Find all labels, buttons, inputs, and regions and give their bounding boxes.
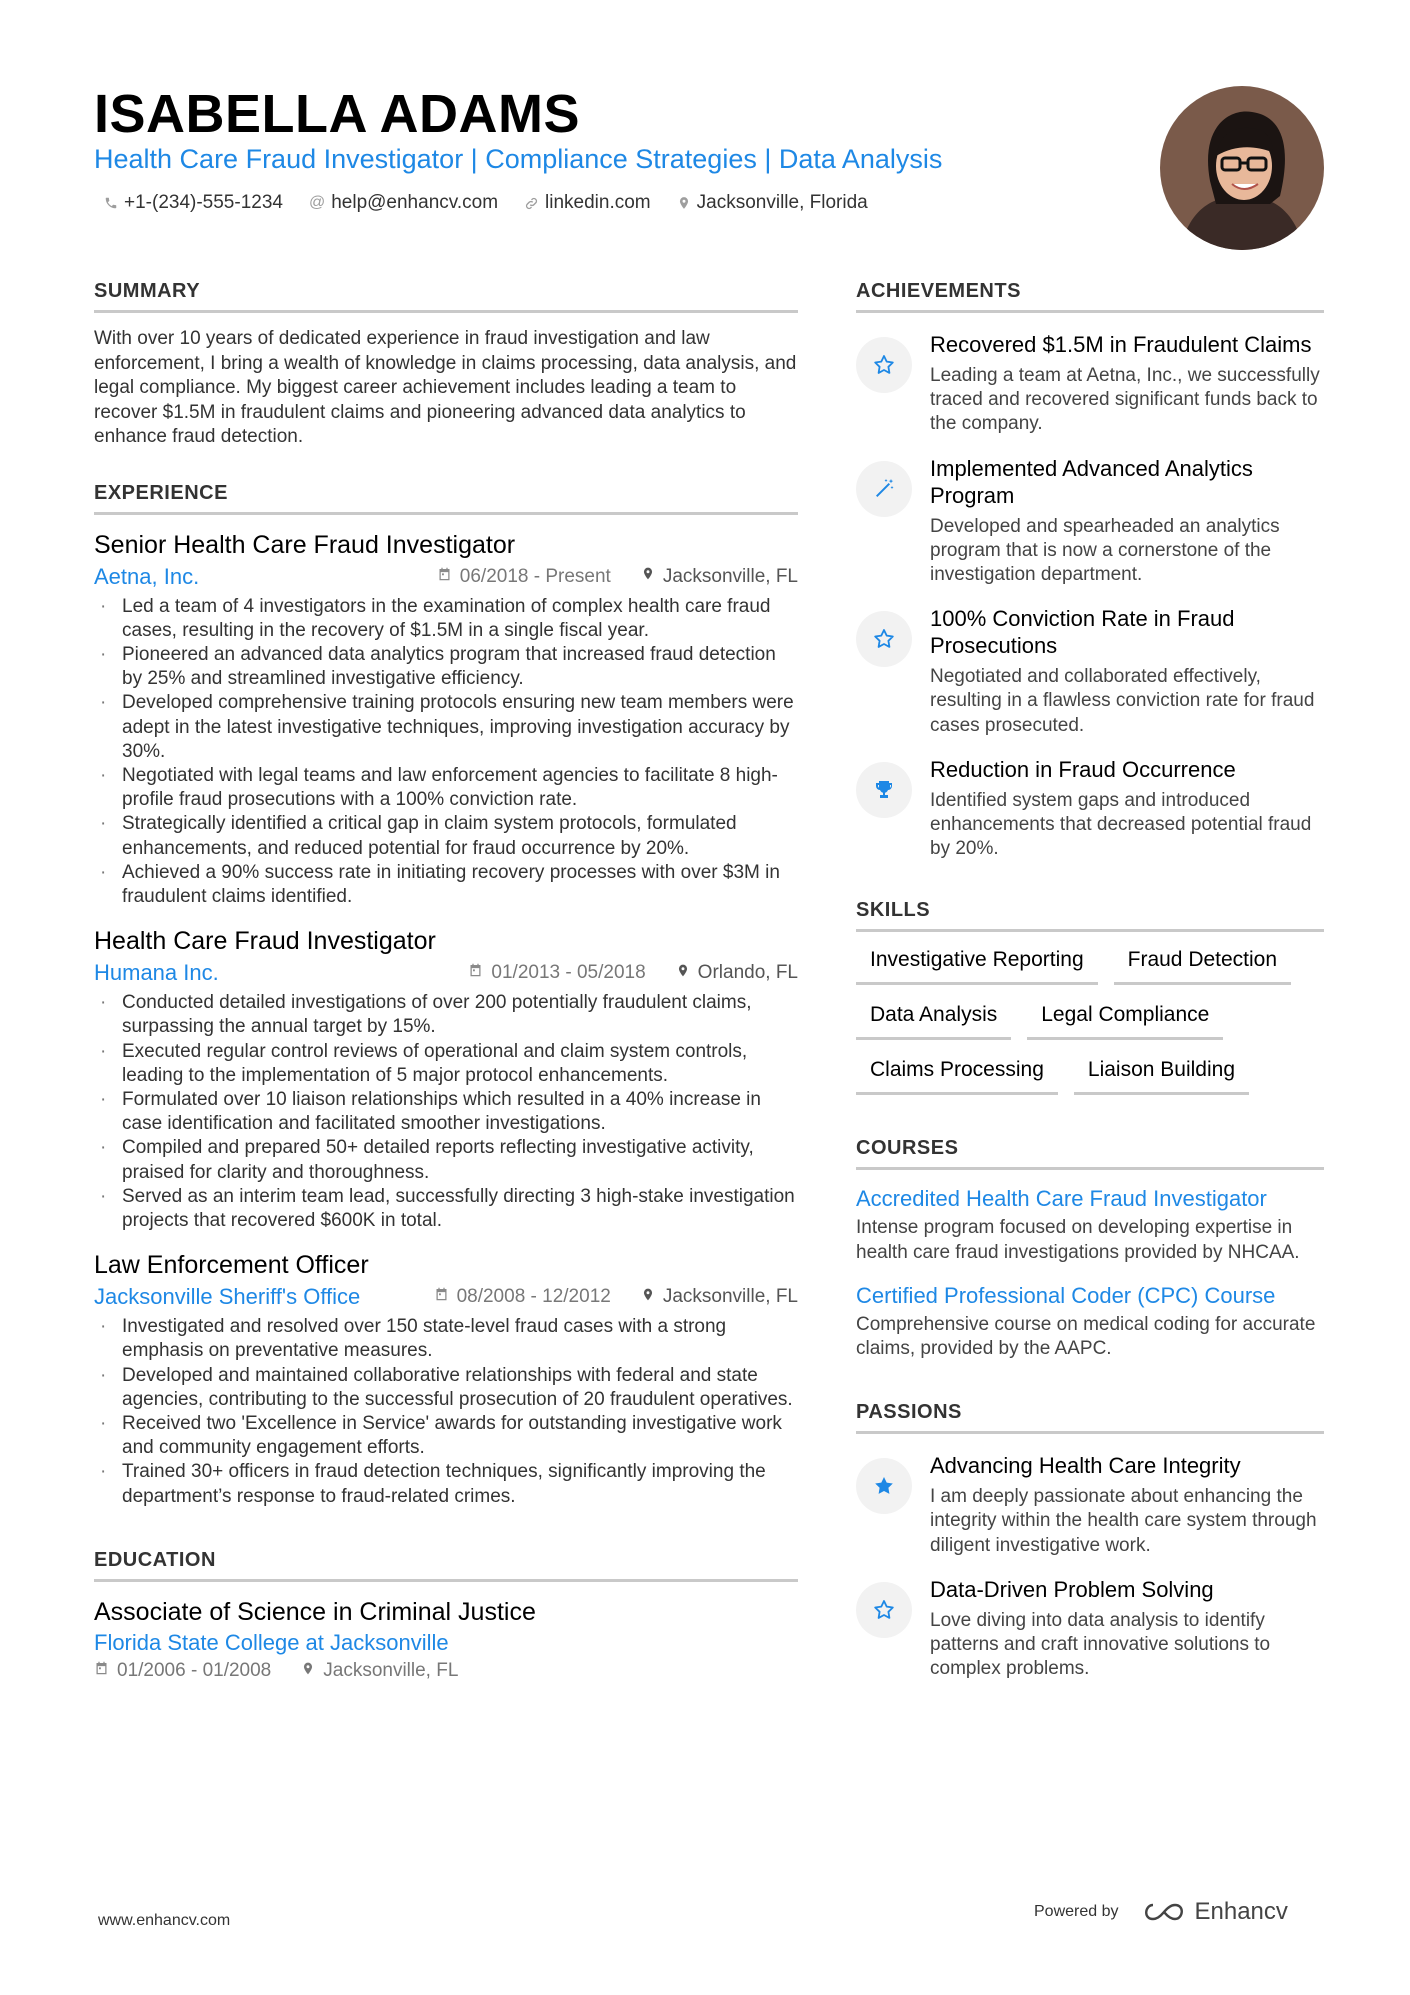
star-filled-icon xyxy=(856,1458,912,1514)
candidate-title: Health Care Fraud Investigator | Compliance Strategies | Data Analysis xyxy=(94,144,943,174)
skill-tag: Legal Compliance xyxy=(1027,1001,1223,1040)
achievement-desc: Identified system gaps and introduced enhancements that decreased potential fraud by 20%. xyxy=(930,789,1312,860)
contact-linkedin[interactable] xyxy=(524,190,651,216)
bullet-item: · Developed and maintained collaborative relationships with federal and state agencies, contributing to the successful prosecution of 20 fraudulent operatives. xyxy=(94,1364,798,1412)
bullet-item: · Compiled and prepared 50+ detailed reports reflecting investigative activity, praised for clarity and thoroughness. xyxy=(94,1136,798,1184)
bullet-item: · Led a team of 4 investigators in the examination of complex health care fraud cases, resulting in the recovery of $1.5M in a single fiscal year. xyxy=(94,595,798,643)
skill-tag: Investigative Reporting xyxy=(856,946,1098,985)
bullet-item: · Conducted detailed investigations of over 200 potentially fraudulent claims, surpassing the annual target by 15%. xyxy=(94,991,798,1039)
brand-name: Enhancv xyxy=(1194,1898,1288,1925)
achievement-desc: Leading a team at Aetna, Inc., we successfully traced and recovered significant funds back to the company. xyxy=(930,365,1320,435)
passion-desc: Love diving into data analysis to identify patterns and craft innovative solutions to complex problems. xyxy=(930,1609,1271,1680)
passion-title: Data-Driven Problem Solving xyxy=(930,1576,1214,1602)
passion-desc: I am deeply passionate about enhancing the integrity within the health care system through diligent investigative work. xyxy=(930,1486,1317,1556)
achievements-section xyxy=(856,278,1324,861)
bullet-item: · Achieved a 90% success rate in initiating recovery processes with over $3M in fraudulent claims identified. xyxy=(94,861,798,909)
bullet-item: · Developed comprehensive training protocols ensuring new team members were adept in the latest investigative techniques, improving investigation accuracy by 30%. xyxy=(94,691,798,764)
education-entry xyxy=(94,1596,798,1683)
job-dates: 01/2013 - 05/2018 xyxy=(491,962,646,984)
link-icon xyxy=(524,196,539,211)
avatar-photo xyxy=(1160,86,1324,250)
contact-email[interactable] xyxy=(309,190,498,216)
right-column xyxy=(856,278,1324,1681)
job-entry xyxy=(94,529,798,910)
achievement-desc: Developed and spearheaded an analytics program that is now a cornerstone of the investigation department. xyxy=(930,515,1280,586)
education-section xyxy=(94,1547,798,1683)
summary-text: With over 10 years of dedicated experience in fraud investigation and law enforcement, I bring a wealth of knowledge in claims processing, data analysis, and legal compliance. My biggest career achievement includes leading a team to recover $1.5M in fraudulent claims and pioneering advanced data analytics to enhance fraud detection. xyxy=(94,328,797,447)
skills-list xyxy=(856,946,1324,1095)
experience-heading: EXPERIENCE xyxy=(94,480,798,515)
job-meta xyxy=(94,562,798,592)
job-bullets xyxy=(94,595,798,910)
phone-text: +1-(234)-555-1234 xyxy=(124,192,283,213)
achievement-item xyxy=(856,605,1324,738)
footer-branding xyxy=(1034,1898,1288,1926)
bullet-item: · Formulated over 10 liaison relationships which resulted in a 40% increase in case identification and facilitated smoother investigations. xyxy=(94,1088,798,1136)
achievement-item xyxy=(856,331,1324,437)
bullet-item: · Executed regular control reviews of operational and claim system controls, leading to the implementation of 5 major protocol enhancements. xyxy=(94,1040,798,1088)
trophy-icon xyxy=(856,762,912,818)
location-text: Jacksonville, Florida xyxy=(696,192,868,213)
passion-item xyxy=(856,1576,1324,1682)
course-title: Certified Professional Coder (CPC) Course xyxy=(856,1282,1276,1308)
map-pin-icon xyxy=(641,565,655,588)
job-company: Humana Inc. xyxy=(94,960,219,986)
job-location: Jacksonville, FL xyxy=(662,565,798,587)
enhancv-logo-icon xyxy=(1141,1901,1187,1923)
calendar-icon xyxy=(468,962,483,984)
skill-tag: Claims Processing xyxy=(856,1056,1058,1095)
avatar xyxy=(1160,86,1324,250)
star-outline-icon xyxy=(856,611,912,667)
contact-location xyxy=(677,190,868,216)
achievement-title: Implemented Advanced Analytics Program xyxy=(930,455,1253,508)
degree-title: Associate of Science in Criminal Justice xyxy=(94,1597,536,1626)
job-location: Orlando, FL xyxy=(697,962,798,984)
job-title: Health Care Fraud Investigator xyxy=(94,927,436,956)
brand-logo[interactable] xyxy=(1141,1898,1288,1926)
phone-icon xyxy=(104,196,118,210)
linkedin-text[interactable]: linkedin.com xyxy=(545,192,651,213)
achievement-desc: Negotiated and collaborated effectively, resulting in a flawless conviction rate for fraud cases prosecuted. xyxy=(930,666,1315,736)
school-name: Florida State College at Jacksonville xyxy=(94,1629,449,1655)
education-location: Jacksonville, FL xyxy=(323,1660,459,1682)
candidate-name: ISABELLA ADAMS xyxy=(94,84,580,144)
course-item xyxy=(856,1184,1324,1264)
courses-heading: COURSES xyxy=(856,1135,1324,1170)
skill-tag: Fraud Detection xyxy=(1114,946,1291,985)
skills-section xyxy=(856,897,1324,1095)
map-pin-icon xyxy=(641,1286,655,1309)
magic-wand-icon xyxy=(856,461,912,517)
map-pin-icon xyxy=(676,962,690,985)
job-meta xyxy=(94,1282,798,1312)
map-pin-icon xyxy=(301,1660,315,1683)
course-desc: Intense program focused on developing expertise in health care fraud investigations provided by NHCAA. xyxy=(856,1217,1300,1263)
job-title: Law Enforcement Officer xyxy=(94,1251,369,1280)
education-dates: 01/2006 - 01/2008 xyxy=(117,1660,272,1682)
job-entry xyxy=(94,925,798,1233)
bullet-item: · Received two 'Excellence in Service' awards for outstanding investigative work and community engagement efforts. xyxy=(94,1412,798,1460)
course-title: Accredited Health Care Fraud Investigator xyxy=(856,1186,1267,1212)
achievement-item xyxy=(856,756,1324,862)
experience-section xyxy=(94,480,798,1509)
passion-title: Advancing Health Care Integrity xyxy=(930,1453,1241,1479)
skill-tag: Data Analysis xyxy=(856,1001,1011,1040)
job-bullets xyxy=(94,1315,798,1509)
bullet-item: · Trained 30+ officers in fraud detection techniques, significantly improving the department’s response to fraud-related crimes. xyxy=(94,1460,798,1508)
calendar-icon xyxy=(434,1286,449,1308)
skill-tag: Liaison Building xyxy=(1074,1056,1249,1095)
job-bullets xyxy=(94,991,798,1233)
star-outline-icon xyxy=(856,1582,912,1638)
at-icon: @ xyxy=(308,194,326,211)
summary-section xyxy=(94,278,798,450)
bullet-item: · Investigated and resolved over 150 state-level fraud cases with a strong emphasis on preventative measures. xyxy=(94,1315,798,1363)
contact-bar xyxy=(104,190,868,216)
achievement-title: 100% Conviction Rate in Fraud Prosecutions xyxy=(930,606,1235,659)
education-heading: EDUCATION xyxy=(94,1547,798,1582)
passions-section xyxy=(856,1399,1324,1681)
bullet-item: · Served as an interim team lead, successfully directing 3 high-stake investigation projects that recovered $600K in total. xyxy=(94,1185,798,1233)
powered-by-text: Powered by xyxy=(1034,1903,1119,1920)
job-meta xyxy=(94,958,798,988)
course-item xyxy=(856,1281,1324,1361)
calendar-icon xyxy=(94,1660,109,1682)
contact-phone xyxy=(104,190,283,216)
job-company: Jacksonville Sheriff's Office xyxy=(94,1284,361,1310)
bullet-item: · Strategically identified a critical gap in claim system protocols, formulated enhancements, and reduced potential for fraud occurrence by 20%. xyxy=(94,812,798,860)
bullet-item: · Negotiated with legal teams and law enforcement agencies to facilitate 8 high-profile fraud prosecutions with a 100% conviction rate. xyxy=(94,764,798,812)
bullet-item: · Pioneered an advanced data analytics program that increased fraud detection by 25% and streamlined investigative efficiency. xyxy=(94,643,798,691)
course-desc: Comprehensive course on medical coding for accurate claims, provided by the AAPC. xyxy=(856,1313,1316,1360)
achievement-title: Recovered $1.5M in Fraudulent Claims xyxy=(930,332,1312,357)
job-entry xyxy=(94,1249,798,1509)
job-dates: 06/2018 - Present xyxy=(459,565,611,587)
achievement-item xyxy=(856,455,1324,588)
job-title: Senior Health Care Fraud Investigator xyxy=(94,530,516,559)
left-column xyxy=(94,278,798,1683)
footer-website[interactable]: www.enhancv.com xyxy=(98,1912,231,1929)
calendar-icon xyxy=(437,566,452,588)
job-company: Aetna, Inc. xyxy=(94,563,200,589)
courses-section xyxy=(856,1135,1324,1361)
email-text[interactable]: help@enhancv.com xyxy=(331,192,499,213)
map-pin-icon xyxy=(677,195,691,211)
skills-heading: SKILLS xyxy=(856,897,1324,932)
passions-heading: PASSIONS xyxy=(856,1399,1324,1434)
star-outline-icon xyxy=(856,337,912,393)
achievement-title: Reduction in Fraud Occurrence xyxy=(930,756,1236,782)
achievements-heading: ACHIEVEMENTS xyxy=(856,278,1324,313)
job-location: Jacksonville, FL xyxy=(662,1286,798,1308)
job-dates: 08/2008 - 12/2012 xyxy=(456,1286,611,1308)
summary-heading: SUMMARY xyxy=(94,278,798,313)
passion-item xyxy=(856,1452,1324,1558)
